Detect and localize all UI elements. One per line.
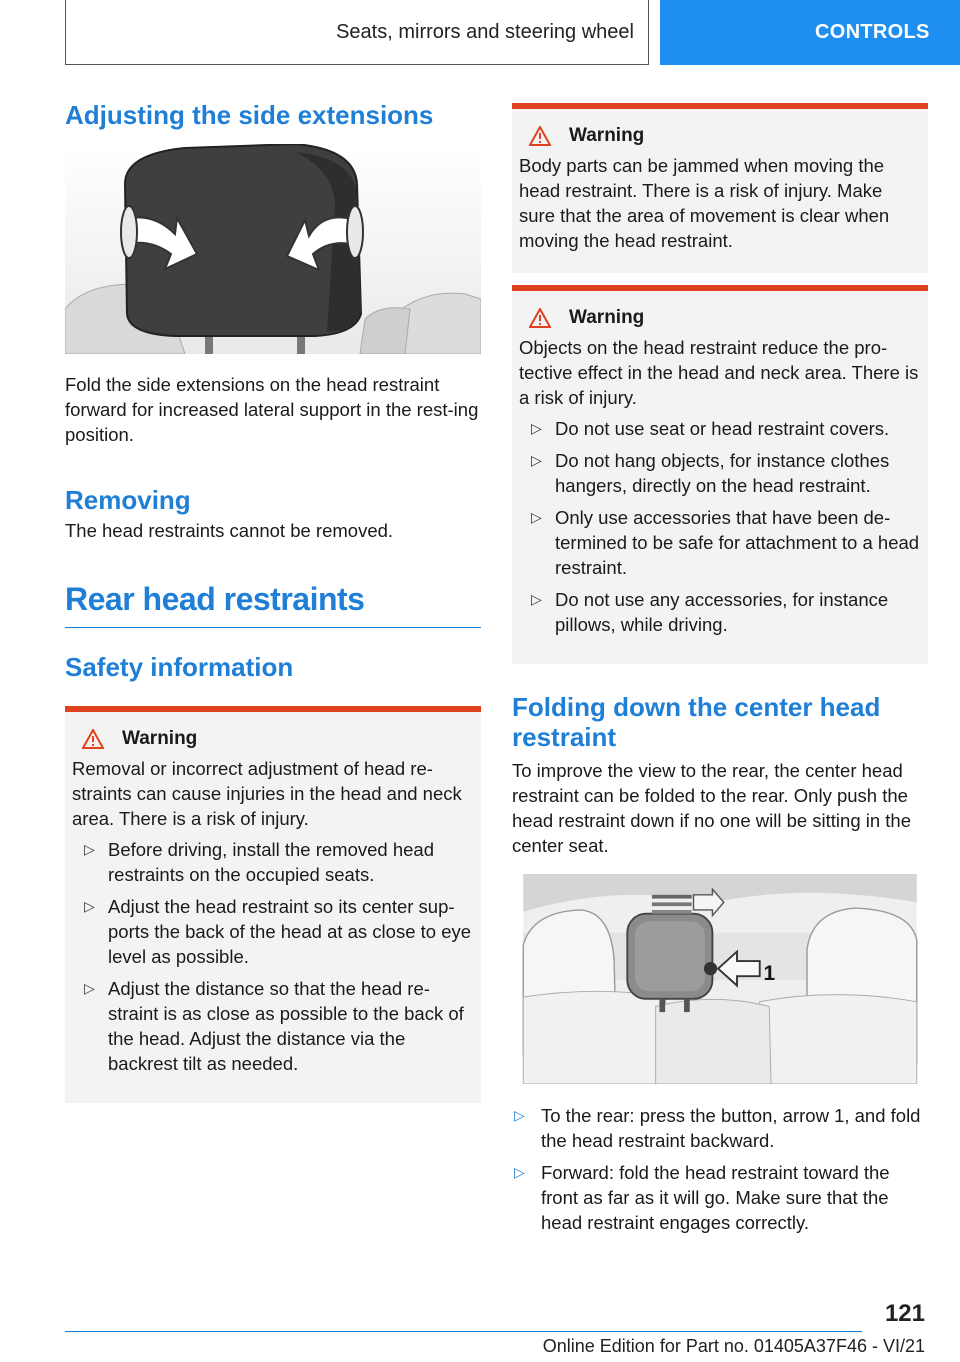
edition-footer: Online Edition for Part no. 01405A37F46 - VI/21 (542, 1336, 925, 1356)
running-header-section (65, 0, 649, 65)
side-extensions-text: Fold the side extensions on the head restraint forward for increased lateral support in the rest-ing position. (65, 374, 479, 445)
side-extensions-figure (65, 144, 481, 354)
triangle-bullet-icon: ▷ (531, 509, 542, 525)
warning-text: Removal or incorrect adjustment of head re-straints can cause injuries in the head and neck area. There is a risk of injury. (72, 758, 462, 829)
triangle-bullet-icon: ▷ (531, 452, 542, 468)
warning-box-jamming (512, 103, 928, 273)
page-number: 121 (884, 1300, 925, 1327)
list-item: ▷ Do not hang objects, for instance clothes hangers, directly on the head restraint. (531, 450, 890, 496)
chapter-title: CONTROLS (815, 21, 930, 43)
warning-title: Warning (519, 307, 920, 329)
list-item: ▷ Adjust the head restraint so its center sup-ports the back of the head at as close to eye level as possible. (84, 896, 472, 967)
triangle-bullet-icon: ▷ (531, 420, 542, 436)
warning-text: Objects on the head restraint reduce the pro-tective effect in the head and neck area. There is a risk of injury. (519, 337, 919, 408)
triangle-bullet-icon: ▷ (514, 1107, 525, 1123)
center-head-restraint-figure (512, 874, 928, 1084)
warning-title: Warning (519, 125, 920, 147)
heading-folding-center: Folding down the center head restraint (512, 692, 881, 752)
warning-list (519, 416, 920, 637)
running-header-chapter (660, 0, 960, 65)
triangle-bullet-icon: ▷ (84, 841, 95, 857)
left-column (65, 100, 481, 1103)
triangle-bullet-icon: ▷ (514, 1164, 525, 1180)
triangle-bullet-icon: ▷ (531, 591, 542, 607)
heading-removing: Removing (65, 485, 191, 515)
warning-list (72, 837, 473, 1076)
list-item: ▷ Do not use any accessories, for instance pillows, while driving. (531, 589, 889, 635)
list-item: ▷ Before driving, install the removed head restraints on the occupied seats. (84, 839, 434, 885)
triangle-bullet-icon: ▷ (84, 980, 95, 996)
removing-text: The head restraints cannot be removed. (65, 520, 394, 541)
warning-box-removal (65, 706, 481, 1103)
warning-title: Warning (72, 728, 473, 750)
triangle-bullet-icon: ▷ (84, 898, 95, 914)
heading-rear-head-restraints: Rear head restraints (65, 579, 481, 628)
warning-box-objects (512, 285, 928, 664)
folding-steps-list (512, 1103, 928, 1235)
list-item: ▷ Adjust the distance so that the head re-straint is as close as possible to the back of the head. Adjust the distance via the backrest tilt as needed. (84, 978, 464, 1074)
figure-callout-label: 1 (763, 961, 776, 985)
heading-side-extensions: Adjusting the side extensions (65, 100, 434, 130)
section-title: Seats, mirrors and steering wheel (336, 20, 634, 43)
list-item: ▷ Only use accessories that have been de-termined to be safe for attachment to a head restraint. (531, 507, 920, 578)
right-column (512, 100, 928, 1242)
folding-text: To improve the view to the rear, the center head restraint can be folded to the rear. Only push the head restraint down if no one will be sitting in the center seat. (512, 760, 912, 856)
footer-divider (65, 1331, 862, 1332)
warning-triangle-icon (82, 729, 104, 749)
warning-text: Body parts can be jammed when moving the head restraint. There is a risk of injury. Make sure that the area of movement is clear when moving the head restraint. (519, 155, 890, 251)
warning-triangle-icon (529, 126, 551, 146)
list-item: ▷ Do not use seat or head restraint covers. (531, 418, 890, 439)
heading-safety-information: Safety information (65, 652, 294, 682)
list-item: ▷ To the rear: press the button, arrow 1, and fold the head restraint backward. (514, 1105, 921, 1151)
list-item: ▷ Forward: fold the head restraint toward the front as far as it will go. Make sure that the head restraint engages correctly. (514, 1162, 890, 1233)
warning-triangle-icon (529, 308, 551, 328)
